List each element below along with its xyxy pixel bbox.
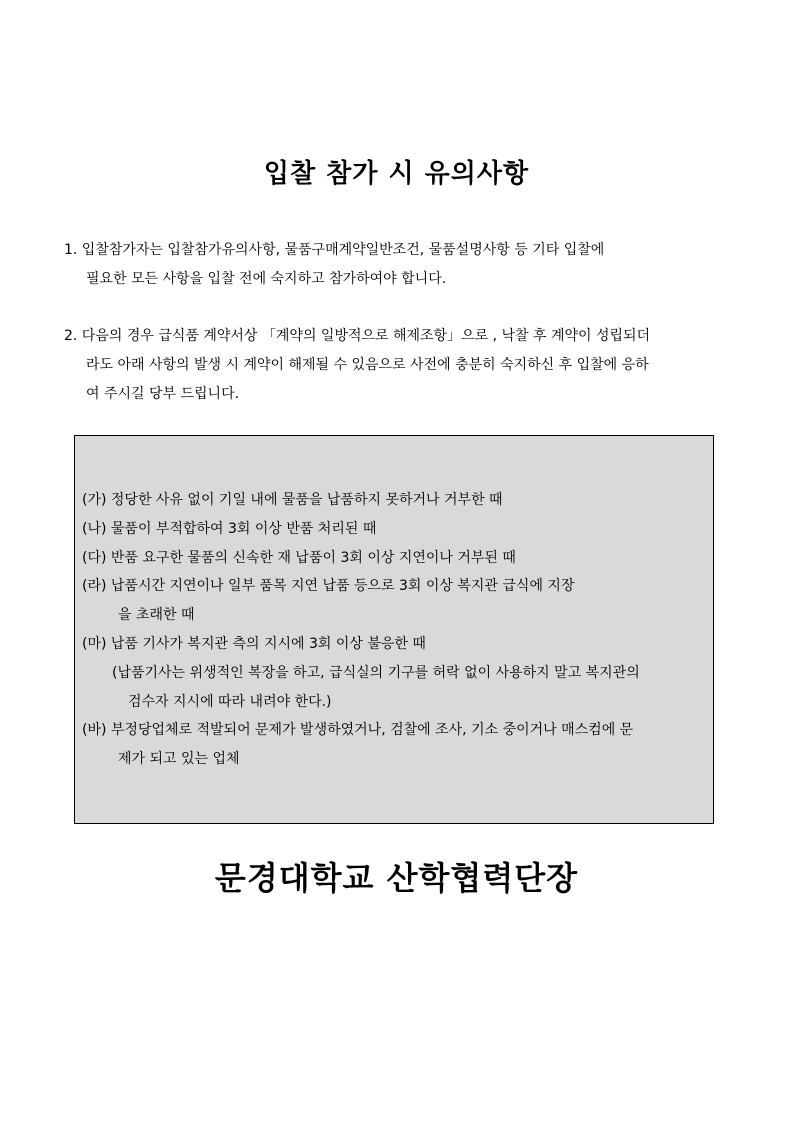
condition-da: (다) 반품 요구한 물품의 신속한 재 납품이 3회 이상 지연이나 거부된 때 [82,549,516,566]
condition-ra-continued: 을 초래한 때 [118,607,195,624]
condition-ba: (바) 부정당업체로 적발되어 문제가 발생하였거나, 검찰에 조사, 기소 중이거나 매스컴에 문 [82,722,634,739]
notice-item-2-line-2: 라도 아래 사항의 발생 시 계약이 해제될 수 있음으로 사전에 충분히 숙지하신 후 입찰에 응하 [86,357,649,373]
condition-ga: (가) 정당한 사유 없이 기일 내에 물품을 납품하지 못하거나 거부한 때 [82,492,503,508]
condition-na: (나) 물품이 부적합하여 3회 이상 반품 처리된 때 [82,520,377,537]
notice-item-1-line-2: 필요한 모든 사항을 입찰 전에 숙지하고 참가하여야 합니다. [86,271,447,287]
condition-ma: (마) 납품 기사가 복지관 측의 지시에 3회 이상 불응한 때 [82,635,426,652]
document-title: 입찰 참가 시 유의사항 [263,159,530,189]
condition-ba-continued: 제가 되고 있는 업체 [118,751,240,768]
condition-ma-note-continued: 검수자 지시에 따라 내려야 한다.) [128,693,332,710]
notice-item-2-line-3: 여 주시길 당부 드립니다. [86,386,240,402]
notice-item-2 [64,322,734,409]
issuer-signature: 문경대학교 산학협력단장 [214,859,579,897]
condition-ma-note: (납품기사는 위생적인 복장을 하고, 급식실의 기구를 허락 없이 사용하지 말고 복지관의 [112,664,640,681]
notice-item-2-line-1: 2. 다음의 경우 급식품 계약서상 「계약의 일방적으로 해제조항」으로 , 낙찰 후 계약이 성립되더 [64,328,651,344]
termination-conditions-box [74,435,714,824]
condition-ra: (라) 납품시간 지연이나 일부 품목 지연 납품 등으로 3회 이상 복지관 급식에 지장 [82,578,575,595]
termination-conditions-list [82,486,640,774]
notice-item-1 [64,236,734,294]
notice-item-1-line-1: 1. 입찰참가자는 입찰참가유의사항, 물품구매계약일반조건, 물품설명사항 등 기타 입찰에 [64,242,605,258]
